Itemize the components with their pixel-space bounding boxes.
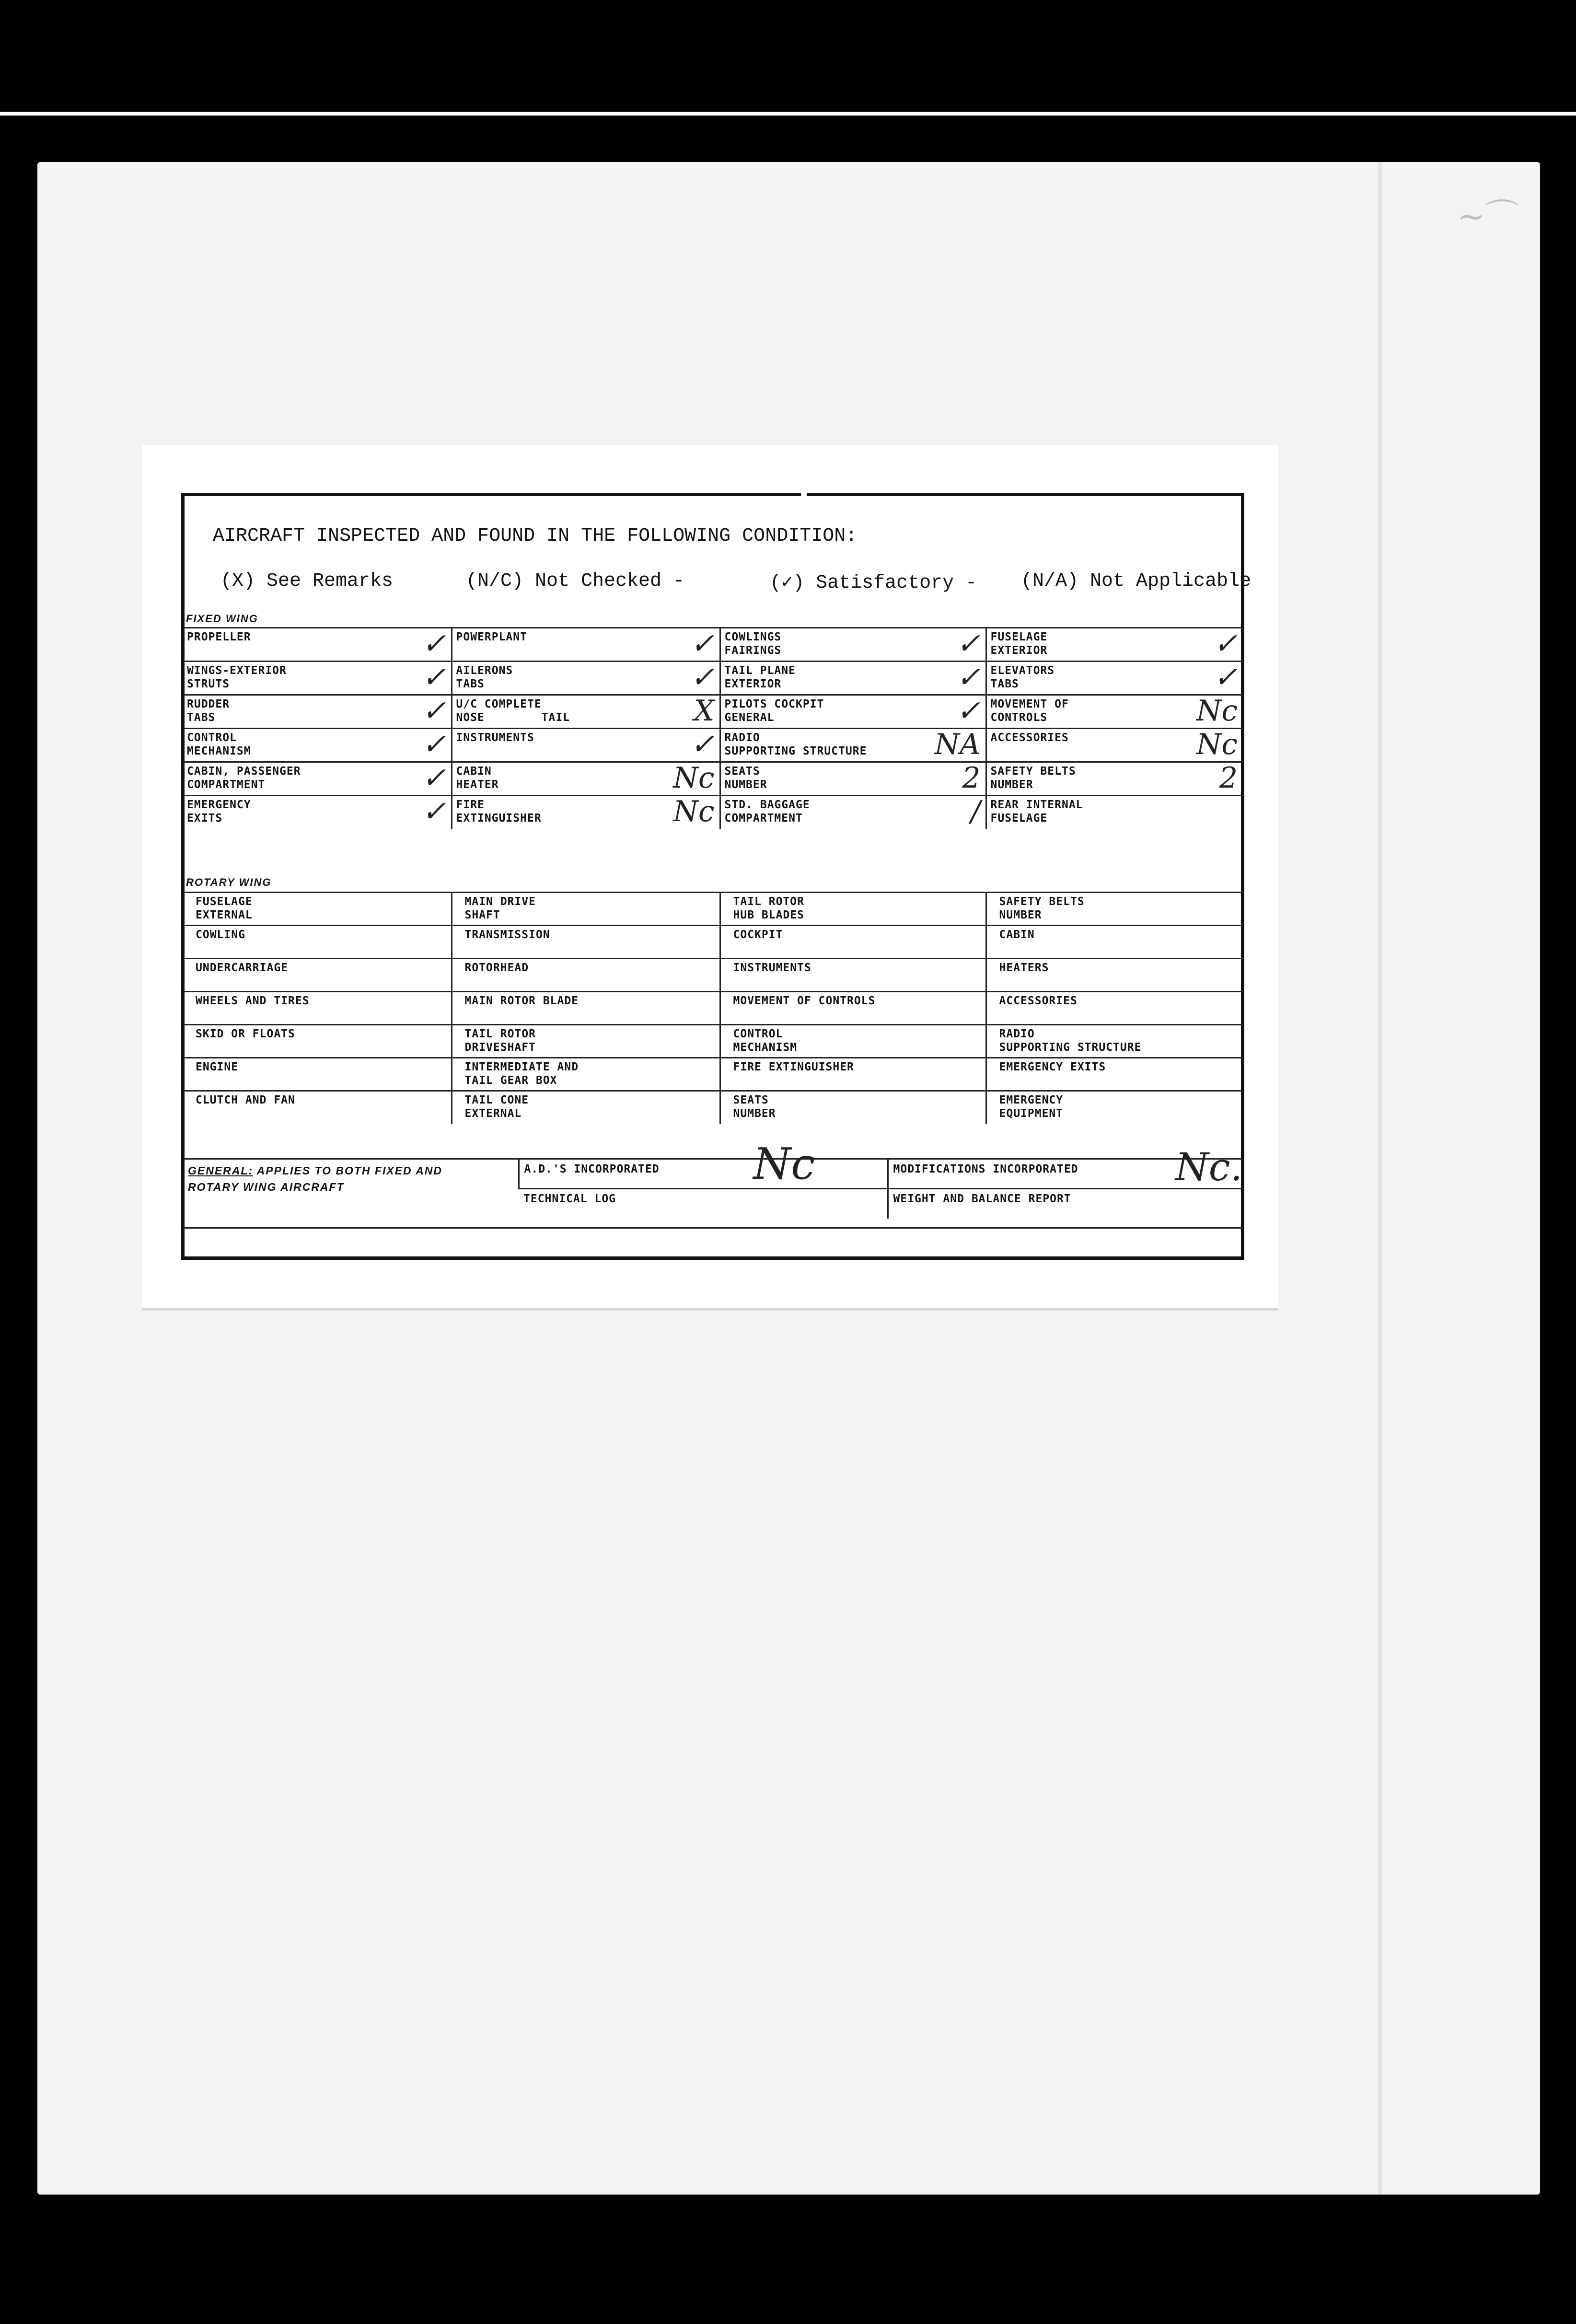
corner-scribble: ~⌒ [1457, 197, 1519, 236]
rotary-wing-cell [183, 1025, 452, 1058]
fixed-wing-cell [183, 662, 452, 695]
fixed-wing-item-mark: ✓ [422, 761, 446, 795]
fixed-wing-item-label: ELEVATORS TABS [990, 664, 1055, 690]
fixed-wing-table [183, 627, 1242, 829]
rotary-wing-item-label: TAIL ROTOR DRIVESHAFT [464, 1028, 536, 1054]
rotary-wing-item-label: CONTROL MECHANISM [733, 1028, 798, 1054]
rotary-wing-cell [183, 1058, 452, 1091]
fixed-wing-cell [986, 762, 1242, 796]
ads-incorporated-label: A.D.'S INCORPORATED [524, 1163, 660, 1175]
fixed-wing-cell [720, 762, 986, 796]
rotary-wing-item-label: COWLING [196, 929, 245, 941]
rotary-wing-item-label: FIRE EXTINGUISHER [733, 1061, 854, 1073]
fixed-wing-item-label: POWERPLANT [456, 631, 527, 643]
page-fold [1378, 162, 1382, 2195]
fixed-wing-item-mark: 2 [1219, 761, 1238, 795]
legend-satisfactory: (✓) Satisfactory - [770, 572, 977, 594]
rotary-wing-cell [183, 992, 452, 1025]
rotary-wing-cell [452, 893, 720, 926]
fixed-wing-cell [986, 729, 1242, 762]
rotary-wing-row [183, 1091, 1242, 1124]
rotary-wing-item-label: TRANSMISSION [464, 929, 550, 941]
rotary-wing-item-label: SKID OR FLOATS [196, 1028, 295, 1040]
rotary-wing-cell [720, 959, 986, 992]
rotary-wing-item-label: EMERGENCY EXITS [999, 1061, 1106, 1073]
fixed-wing-item-label: RADIO SUPPORTING STRUCTURE [724, 732, 867, 757]
rotary-wing-cell [452, 1025, 720, 1058]
fixed-wing-cell [452, 628, 720, 662]
fixed-wing-item-label: RUDDER TABS [187, 698, 230, 724]
rotary-wing-item-label: HEATERS [999, 962, 1049, 974]
modifications-label: MODIFICATIONS INCORPORATED [893, 1163, 1078, 1175]
rotary-wing-cell [720, 926, 986, 959]
fixed-wing-item-label: MOVEMENT OF CONTROLS [990, 698, 1069, 724]
fixed-wing-item-label: FIRE EXTINGUISHER [456, 799, 542, 825]
fixed-wing-item-mark: Nc [673, 795, 715, 828]
fixed-wing-item-label: ACCESSORIES [990, 732, 1069, 744]
rotary-wing-item-label: MAIN ROTOR BLADE [464, 995, 579, 1007]
inspection-card [142, 445, 1278, 1308]
rotary-wing-item-label: ENGINE [196, 1061, 239, 1073]
fixed-wing-cell [183, 762, 452, 796]
fixed-wing-item-label: CONTROL MECHANISM [187, 732, 251, 757]
rotary-wing-item-label: TAIL ROTOR HUB BLADES [733, 895, 804, 921]
fixed-wing-item-mark: ✓ [422, 728, 446, 761]
fixed-wing-item-label: INSTRUMENTS [456, 732, 534, 744]
card-heading: AIRCRAFT INSPECTED AND FOUND IN THE FOLLOWING CONDITION: [213, 525, 858, 547]
fixed-wing-cell [986, 662, 1242, 695]
fixed-wing-item-label: AILERONS TABS [456, 664, 513, 690]
fixed-wing-row [183, 762, 1242, 796]
rotary-wing-row [183, 893, 1242, 926]
fixed-wing-item-label: TAIL PLANE EXTERIOR [724, 664, 796, 690]
fixed-wing-item-label: SEATS NUMBER [724, 765, 767, 791]
weight-balance-cell [888, 1189, 1242, 1219]
rotary-wing-cell [452, 1091, 720, 1124]
fixed-wing-cell [452, 796, 720, 829]
rotary-wing-item-label: ACCESSORIES [999, 995, 1078, 1007]
rotary-wing-item-label: CABIN [999, 929, 1035, 941]
fixed-wing-cell [720, 628, 986, 662]
fixed-wing-cell [183, 695, 452, 729]
legend-not-checked: (N/C) Not Checked - [466, 570, 685, 592]
technical-log-cell [519, 1189, 888, 1219]
ads-incorporated-mark: Nc [753, 1139, 815, 1189]
fixed-wing-row [183, 729, 1242, 762]
rotary-wing-cell [986, 992, 1242, 1025]
rotary-wing-cell [183, 1091, 452, 1124]
rotary-wing-item-label: COCKPIT [733, 929, 783, 941]
ads-incorporated-cell [519, 1139, 888, 1189]
fixed-wing-row [183, 628, 1242, 662]
weight-balance-label: WEIGHT AND BALANCE REPORT [893, 1193, 1071, 1205]
fixed-wing-item-mark: ✓ [1213, 627, 1238, 661]
fixed-wing-item-mark: Nc [673, 761, 715, 795]
rotary-wing-item-label: MOVEMENT OF CONTROLS [733, 995, 876, 1007]
footer-bottom-rule [183, 1227, 1242, 1229]
fixed-wing-item-label: SAFETY BELTS NUMBER [990, 765, 1076, 791]
rotary-wing-row [183, 1058, 1242, 1091]
fixed-wing-cell [452, 729, 720, 762]
rotary-wing-cell [720, 1091, 986, 1124]
rotary-wing-cell [720, 1058, 986, 1091]
fixed-wing-item-label: PILOTS COCKPIT GENERAL [724, 698, 824, 724]
fixed-wing-item-mark: NA [934, 728, 981, 761]
legend-see-remarks: (X) See Remarks [220, 570, 394, 592]
fixed-wing-item-label: CABIN HEATER [456, 765, 499, 791]
rotary-wing-cell [720, 893, 986, 926]
fixed-wing-item-label: U/C COMPLETE NOSE TAIL [456, 698, 570, 724]
rotary-wing-cell [452, 1058, 720, 1091]
card-border [181, 493, 1244, 1260]
rotary-wing-item-label: EMERGENCY EQUIPMENT [999, 1094, 1064, 1120]
footer-table [183, 1139, 1242, 1219]
fixed-wing-cell [720, 662, 986, 695]
rotary-wing-item-label: INTERMEDIATE AND TAIL GEAR BOX [464, 1061, 579, 1087]
fixed-wing-item-mark: Nc [1196, 728, 1238, 761]
fixed-wing-cell [452, 695, 720, 729]
rotary-wing-item-label: WHEELS AND TIRES [196, 995, 310, 1007]
fixed-wing-item-mark: ✓ [690, 627, 715, 661]
rotary-wing-cell [720, 992, 986, 1025]
fixed-wing-item-mark: ✓ [690, 728, 715, 761]
fixed-wing-item-mark: 2 [962, 761, 981, 795]
fixed-wing-item-mark: Nc [1196, 694, 1238, 728]
fixed-wing-item-mark: X [694, 694, 715, 728]
fixed-wing-cell [720, 695, 986, 729]
fixed-wing-item-mark: ✓ [956, 661, 981, 694]
rotary-wing-row [183, 992, 1242, 1025]
rotary-wing-item-label: TAIL CONE EXTERNAL [464, 1094, 529, 1120]
rotary-wing-cell [986, 959, 1242, 992]
rotary-wing-cell [986, 893, 1242, 926]
rotary-wing-cell [452, 926, 720, 959]
rotary-wing-item-label: MAIN DRIVE SHAFT [464, 895, 536, 921]
fixed-wing-cell [452, 662, 720, 695]
fixed-wing-row [183, 695, 1242, 729]
fixed-wing-row [183, 796, 1242, 829]
fixed-wing-item-mark: ✓ [956, 694, 981, 728]
rotary-wing-item-label: FUSELAGE EXTERNAL [196, 895, 253, 921]
technical-log-label: TECHNICAL LOG [523, 1193, 616, 1205]
legend-not-applicable: (N/A) Not Applicable [1021, 570, 1252, 592]
fixed-wing-item-mark: ✓ [956, 627, 981, 661]
fixed-wing-item-label: COWLINGS FAIRINGS [724, 631, 782, 657]
fixed-wing-row [183, 662, 1242, 695]
modifications-cell [888, 1145, 1242, 1189]
fixed-wing-cell [986, 695, 1242, 729]
rotary-wing-row [183, 1025, 1242, 1058]
fixed-wing-item-mark: ✓ [690, 661, 715, 694]
rotary-wing-row [183, 959, 1242, 992]
fixed-wing-item-label: CABIN, PASSENGER COMPARTMENT [187, 765, 301, 791]
fixed-wing-item-label: EMERGENCY EXITS [187, 799, 251, 825]
fixed-wing-cell [183, 796, 452, 829]
fixed-wing-title: FIXED WING [186, 613, 258, 625]
rotary-wing-item-label: CLUTCH AND FAN [196, 1094, 295, 1106]
fixed-wing-item-mark: ✓ [422, 627, 446, 661]
fixed-wing-cell [986, 796, 1242, 829]
fixed-wing-item-label: PROPELLER [187, 631, 251, 643]
general-note: GENERAL: APPLIES TO BOTH FIXED AND ROTARY WING AIRCRAFT [183, 1159, 519, 1219]
rotary-wing-cell [183, 926, 452, 959]
rotary-wing-cell [452, 959, 720, 992]
fixed-wing-item-mark: ✓ [422, 661, 446, 694]
scan-divider [0, 112, 1576, 116]
rotary-wing-cell [986, 926, 1242, 959]
rotary-wing-item-label: RADIO SUPPORTING STRUCTURE [999, 1028, 1142, 1054]
rotary-wing-title: ROTARY WING [186, 876, 272, 888]
fixed-wing-item-label: REAR INTERNAL FUSELAGE [990, 799, 1083, 825]
fixed-wing-cell [183, 729, 452, 762]
fixed-wing-cell [452, 762, 720, 796]
rotary-wing-cell [183, 959, 452, 992]
rotary-wing-item-label: INSTRUMENTS [733, 962, 811, 974]
fixed-wing-item-label: STD. BAGGAGE COMPARTMENT [724, 799, 810, 825]
rotary-wing-item-label: SAFETY BELTS NUMBER [999, 895, 1085, 921]
rotary-wing-cell [986, 1025, 1242, 1058]
rotary-wing-table [183, 892, 1242, 1124]
fixed-wing-cell [720, 796, 986, 829]
rotary-wing-cell [720, 1025, 986, 1058]
rotary-wing-cell [986, 1058, 1242, 1091]
fixed-wing-item-mark: ✓ [1213, 661, 1238, 694]
modifications-mark: Nc. [1175, 1145, 1242, 1189]
rotary-wing-cell [183, 893, 452, 926]
scan-top-band [0, 0, 1576, 119]
rotary-wing-item-label: UNDERCARRIAGE [196, 962, 289, 974]
rotary-wing-row [183, 926, 1242, 959]
fixed-wing-item-label: WINGS-EXTERIOR STRUTS [187, 664, 287, 690]
fixed-wing-cell [183, 628, 452, 662]
fixed-wing-cell [720, 729, 986, 762]
fixed-wing-item-label: FUSELAGE EXTERIOR [990, 631, 1048, 657]
rotary-wing-item-label: SEATS NUMBER [733, 1094, 776, 1120]
rotary-wing-cell [452, 992, 720, 1025]
rotary-wing-cell [986, 1091, 1242, 1124]
fixed-wing-item-mark: ✓ [422, 795, 446, 828]
rotary-wing-item-label: ROTORHEAD [464, 962, 529, 974]
fixed-wing-item-mark: / [971, 795, 981, 828]
general-note-text: APPLIES TO BOTH FIXED AND ROTARY WING AIRCRAFT [188, 1164, 443, 1193]
fixed-wing-cell [986, 628, 1242, 662]
fixed-wing-item-mark: ✓ [422, 694, 446, 728]
